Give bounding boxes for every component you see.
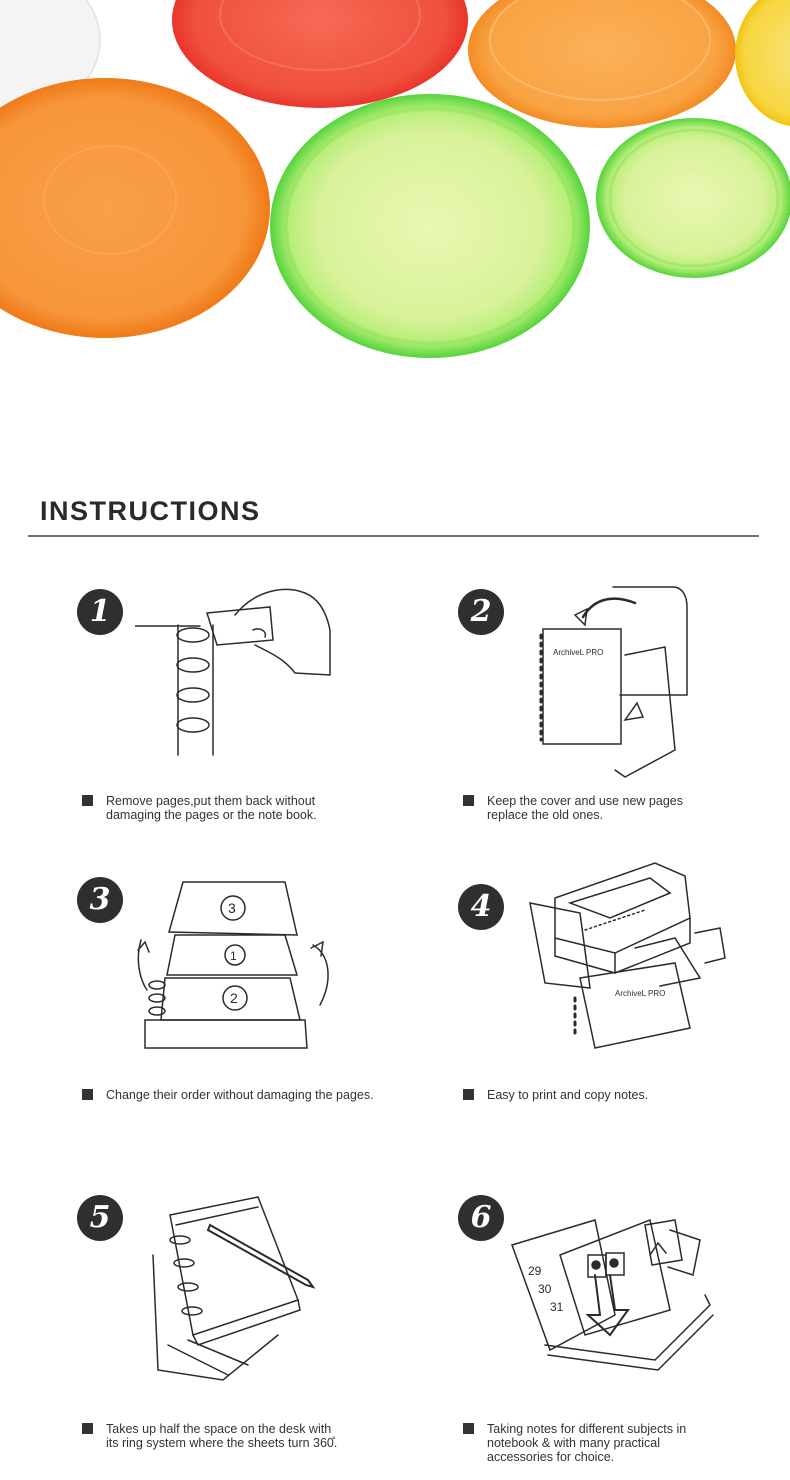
replace-page-icon <box>525 585 695 780</box>
bullet-icon <box>463 1423 474 1434</box>
brand-label: ArchiveL PRO <box>615 989 666 998</box>
page-label-2: 2 <box>230 990 238 1006</box>
page-label-1: 1 <box>230 949 237 963</box>
date-31: 31 <box>550 1300 564 1314</box>
section-title: INSTRUCTIONS <box>40 496 261 526</box>
bullet-icon <box>463 1089 474 1100</box>
page-label-3: 3 <box>228 900 236 916</box>
date-30: 30 <box>538 1282 552 1296</box>
bullet-icon <box>463 795 474 806</box>
step-number-3: 3 <box>77 877 123 923</box>
step-number-1: 1 <box>77 589 123 635</box>
step-5-caption <box>82 1422 337 1450</box>
step-number-5: 5 <box>77 1195 123 1241</box>
notebook-accessories-icon <box>510 1215 715 1375</box>
hand-removing-page-icon <box>135 585 335 760</box>
step-4-caption <box>463 1088 648 1102</box>
step-4-caption-text: Easy to print and copy notes. <box>487 1088 649 1102</box>
step-6-caption-text: Taking notes for different subjects in notebook & with many practical accessories for choice. <box>487 1422 687 1464</box>
reorder-pages-icon <box>135 880 345 1055</box>
notebook-pen-icon <box>148 1195 318 1385</box>
step-2-caption <box>463 794 683 822</box>
step-1-caption-text: Remove pages,put them back without damaging the pages or the note book. <box>106 794 317 822</box>
bullet-icon <box>82 1423 93 1434</box>
title-divider <box>28 535 759 537</box>
step-5-caption-text: Takes up half the space on the desk with its ring system where the sheets turn 360̊. <box>106 1422 338 1450</box>
step-3-caption <box>82 1088 374 1102</box>
bullet-icon <box>82 795 93 806</box>
step-2-caption-text: Keep the cover and use new pages replace the old ones. <box>487 794 683 822</box>
date-29: 29 <box>528 1264 542 1278</box>
step-6-caption <box>463 1422 686 1464</box>
step-number-4: 4 <box>458 884 504 930</box>
step-3-caption-text: Change their order without damaging the pages. <box>106 1088 374 1102</box>
bullet-icon <box>82 1089 93 1100</box>
step-number-6: 6 <box>458 1195 504 1241</box>
brand-label: ArchiveL PRO <box>553 648 604 657</box>
step-1-caption <box>82 794 317 822</box>
step-number-2: 2 <box>458 589 504 635</box>
hero-image <box>0 0 790 380</box>
printer-icon <box>525 858 730 1058</box>
